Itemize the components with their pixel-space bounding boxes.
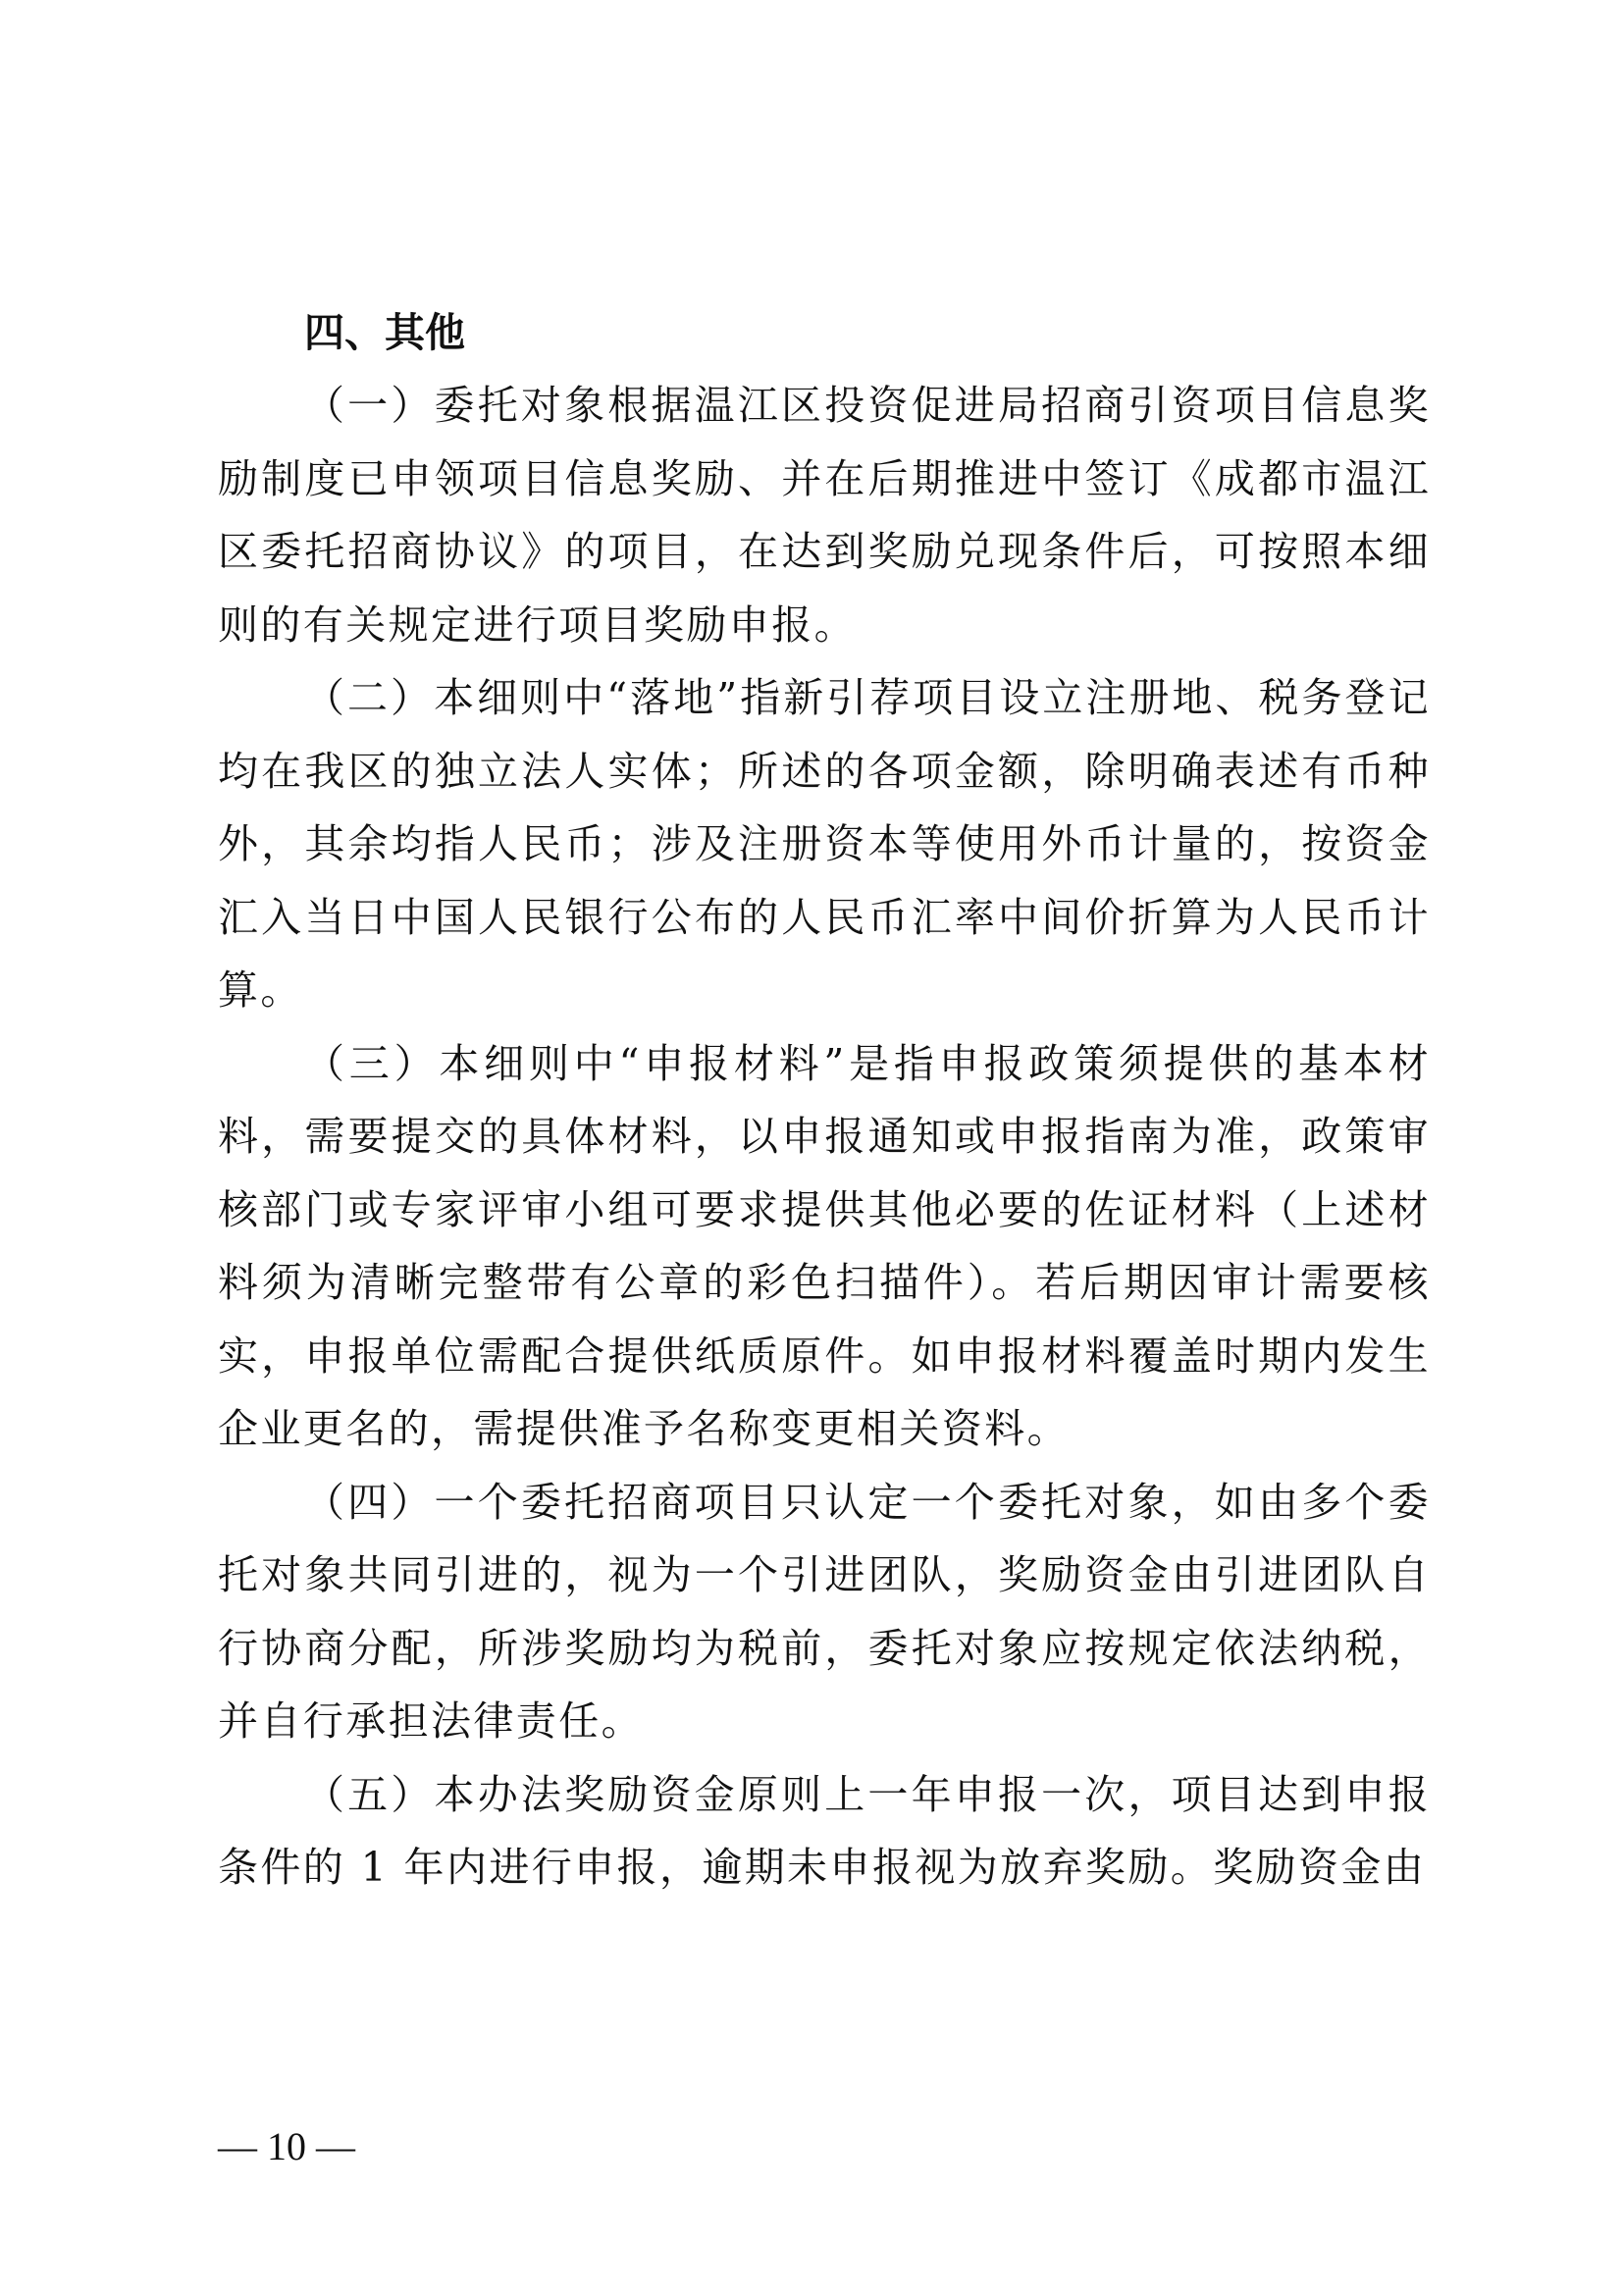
page-number: — 10 — (218, 2124, 355, 2168)
paragraph-3: （三）本细则中“申报材料”是指申报政策须提供的基本材料，需要提交的具体材料，以申报通知或申报指南为准，政策审核部门或专家评审小组可要求提供其他必要的佐证材料（上述材料须为清晰完整带有公章的彩色扫描件）。若后期因审计需要核实，申报单位需配合提供纸质原件。如申报材料覆盖时期内发生企业更名的，需提供准予名称变更相关资料。 (218, 1039, 1431, 1452)
paragraph-2: （二）本细则中“落地”指新引荐项目设立注册地、税务登记均在我区的独立法人实体；所述的各项金额，除明确表述有币种外，其余均指人民币；涉及注册资本等使用外币计量的，按资金汇入当日中国人民银行公布的人民币汇率中间价折算为人民币计算。 (218, 674, 1431, 1014)
page-content (218, 296, 1431, 1905)
paragraph-4: （四）一个委托招商项目只认定一个委托对象，如由多个委托对象共同引进的，视为一个引进团队，奖励资金由引进团队自行协商分配，所涉奖励均为税前，委托对象应按规定依法纳税，并自行承担法律责任。 (218, 1478, 1431, 1745)
paragraph-1: （一）委托对象根据温江区投资促进局招商引资项目信息奖励制度已申领项目信息奖励、并在后期推进中签订《成都市温江区委托招商协议》的项目，在达到奖励兑现条件后，可按照本细则的有关规定进行项目奖励申报。 (218, 382, 1431, 649)
paragraph-5: （五）本办法奖励资金原则上一年申报一次，项目达到申报条件的 1 年内进行申报，逾期未申报视为放弃奖励。奖励资金由 (218, 1770, 1431, 1891)
section-heading: 四、其他 (304, 309, 465, 356)
